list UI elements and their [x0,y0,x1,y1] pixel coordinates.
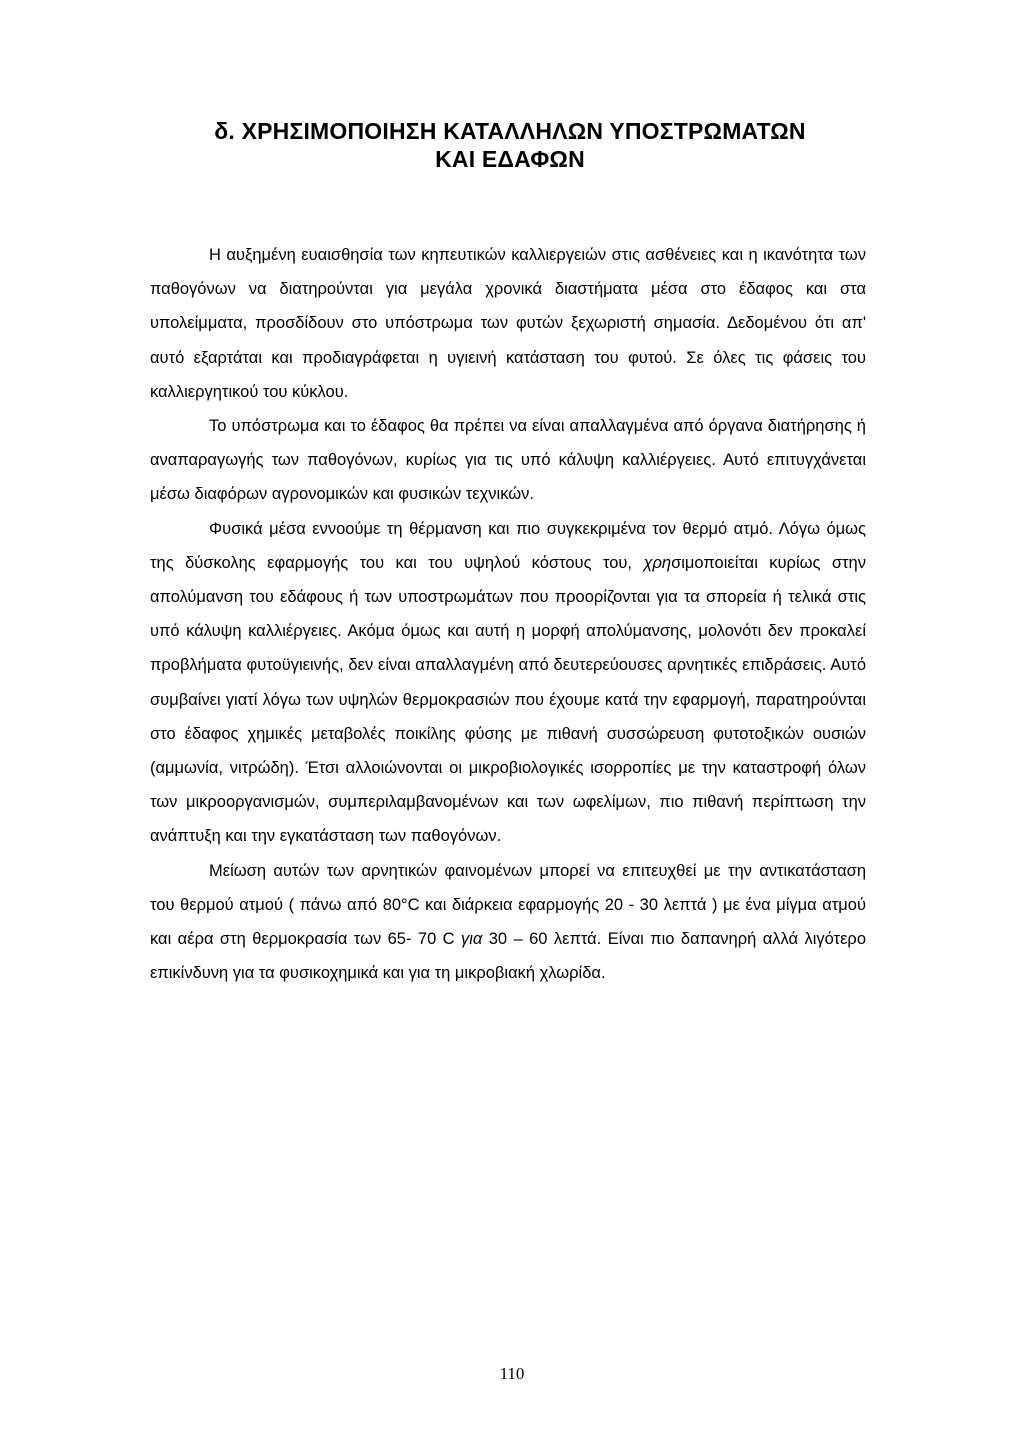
paragraph-4-text-a: Μείωση αυτών των αρνητικών φαινομένων μπορεί να επιτευχθεί με την αντικατάσταση του θερμού ατμού ( πάνω από 80°C και διάρκεια εφαρμογής 20 - 30 λεπτά ) με ένα μίγμα ατμού και αέρα στη θερμοκρασία των 65- 70 C [150,861,866,949]
paragraph-1: Η αυξημένη ευαισθησία των κηπευτικών καλλιεργειών στις ασθένειες και η ικανότητα των παθογόνων να διατηρούνται για μεγάλα χρονικά διαστήματα μέσα στο έδαφος και στα υπολείμματα, προσδίδουν στο υπόστρωμα των φυτών ξεχωριστή σημασία. Δεδομένου ότι απ' αυτό εξαρτάται και προδιαγράφεται η υγιεινή κατάσταση του φυτού. Σε όλες τις φάσεις του καλλιεργητικού του κύκλου. [150,246,866,401]
paragraph-4-text-b: 30 – 60 λεπτά. Είναι πιο δαπανηρή αλλά λιγότερο επικίνδυνη για τα φυσικοχημικά και για τη μικροβιακή χλωρίδα. [150,930,866,983]
paragraph-3-text-a: Φυσικά μέσα εννοούμε τη θέρμανση και πιο συγκεκριμένα τον θερμό ατμό. Λόγω όμως της δύσκολης εφαρμογής του και του υψηλού κόστους του, [150,519,866,572]
paragraph-3 [150,512,866,854]
section-title-line-2: ΚΑΙ ΕΔΑΦΩΝ [435,146,585,172]
paragraph-4-italic-fragment: για [461,930,483,949]
body-text [150,238,866,990]
paragraph-2: Το υπόστρωμα και το έδαφος θα πρέπει να είναι απαλλαγμένα από όργανα διατήρησης ή αναπαραγωγής των παθογόνων, κυρίως για τις υπό κάλυψη καλλιέργειες. Αυτό επιτυγχάνεται μέσω διαφόρων αγρονομικών και φυσικών τεχνικών. [150,417,866,504]
page-number: 110 [499,1364,525,1383]
paragraph-3-italic-fragment: χρη [643,553,672,572]
section-title-line-1: δ. ΧΡΗΣΙΜΟΠΟΙΗΣΗ ΚΑΤΑΛΛΗΛΩΝ ΥΠΟΣΤΡΩΜΑΤΩΝ [214,118,806,144]
paragraph-4 [150,854,866,991]
paragraph-3-text-b: σιμοποιείται κυρίως στην απολύμανση του εδάφους ή των υποστρωμάτων που προορίζονται για τα σπορεία ή τελικά στις υπό κάλυψη καλλιέργειες. Ακόμα όμως και αυτή η μορφή απολύμανσης, μολονότι δεν προκαλεί προβλήματα φυτοϋγιεινής, δεν είναι απαλλαγμένη από δευτερεύουσες αρνητικές επιδράσεις. Αυτό συμβαίνει γιατί λόγω των υψηλών θερμοκρασιών που έχουμε κατά την εφαρμογή, παρατηρούνται στο έδαφος χημικές μεταβολές ποικίλης φύσης με πιθανή συσσώρευση φυτοτοξικών ουσιών (αμμωνία, νιτρώδη). Έτσι αλλοιώνονται οι μικροβιολογικές ισορροπίες με την καταστροφή όλων των μικροοργανισμών, συμπεριλαμβανομένων και των ωφελίμων, πιο πιθανή περίπτωση την ανάπτυξη και την εγκατάσταση των παθογόνων. [150,553,866,846]
